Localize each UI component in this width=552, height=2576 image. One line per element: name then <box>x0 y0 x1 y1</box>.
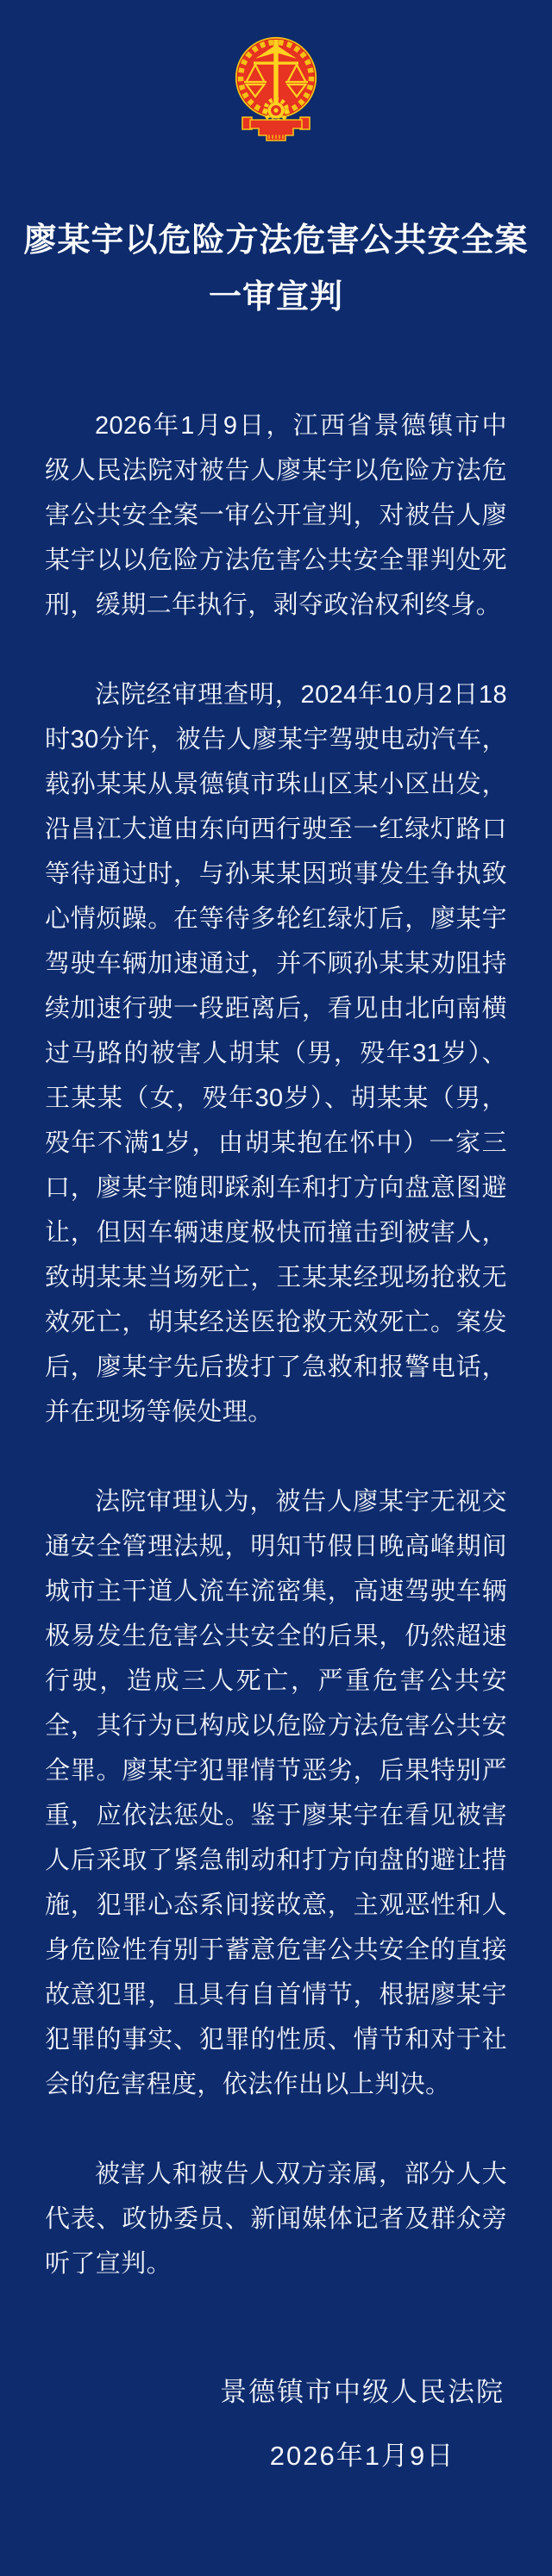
title-line-2: 一审宣判 <box>208 279 343 316</box>
court-name: 景德镇市中级人民法院 <box>220 2377 505 2407</box>
paragraph-verdict: 2026年1月9日，江西省景德镇市中级人民法院对被告人廖某宇以危险方法危害公共安全案一审公开宣判，对被告人廖某宇以以危险方法危害公共安全罪判处死刑，缓期二年执行，剥夺政治权利终身。 <box>45 412 507 619</box>
verdict-date: 2026年1月9日 <box>269 2441 455 2471</box>
announcement-title <box>16 212 536 326</box>
paragraph-court-reasoning: 法院审理认为，被告人廖某宇无视交通安全管理法规，明知节假日晚高峰期间城市主干道人流车流密集，高速驾驶车辆极易发生危害公共安全的后果，仍然超速行驶，造成三人死亡，严重危害公共安全，其行为已构成以危险方法危害公共安全罪。廖某宇犯罪情节恶劣，后果特别严重，应依法惩处。鉴于廖某宇在看见被害人后采取了紧急制动和打方向盘的避让措施，犯罪心态系间接故意，主观恶性和人身危险性有别于蓄意危害公共安全的直接故意犯罪，且具有自首情节，根据廖某宇犯罪的事实、犯罪的性质、情节和对于社会的危害程度，依法作出以上判决。 <box>45 1488 507 2098</box>
court-emblem-graphic <box>233 26 319 162</box>
announcement-body <box>45 403 507 2286</box>
title-line-1: 廖某宇以危险方法危害公共安全案 <box>23 222 529 259</box>
paragraph-attendees: 被害人和被告人双方亲属，部分人大代表、政协委员、新闻媒体记者及群众旁听了宣判。 <box>45 2160 507 2278</box>
signature-block <box>220 2368 505 2480</box>
peoples-court-emblem-icon <box>233 26 319 162</box>
paragraph-facts-found: 法院经审理查明，2024年10月2日18时30分许，被告人廖某宇驾驶电动汽车，载孙某某从景德镇市珠山区某小区出发，沿昌江大道由东向西行驶至一红绿灯路口等待通过时，与孙某某因琐事发生争执致心情烦躁。在等待多轮红绿灯后，廖某宇驾驶车辆加速通过，并不顾孙某某劝阻持续加速行驶一段距离后，看见由北向南横过马路的被害人胡某（男，殁年31岁）、王某某（女，殁年30岁）、胡某某（男，殁年不满1岁，由胡某抱在怀中）一家三口，廖某宇随即踩刹车和打方向盘意图避让，但因车辆速度极快而撞击到被害人，致胡某某当场死亡，王某某经现场抢救无效死亡，胡某经送医抢救无效死亡。案发后，廖某宇先后拨打了急救和报警电话，并在现场等候处理。 <box>45 681 507 1426</box>
